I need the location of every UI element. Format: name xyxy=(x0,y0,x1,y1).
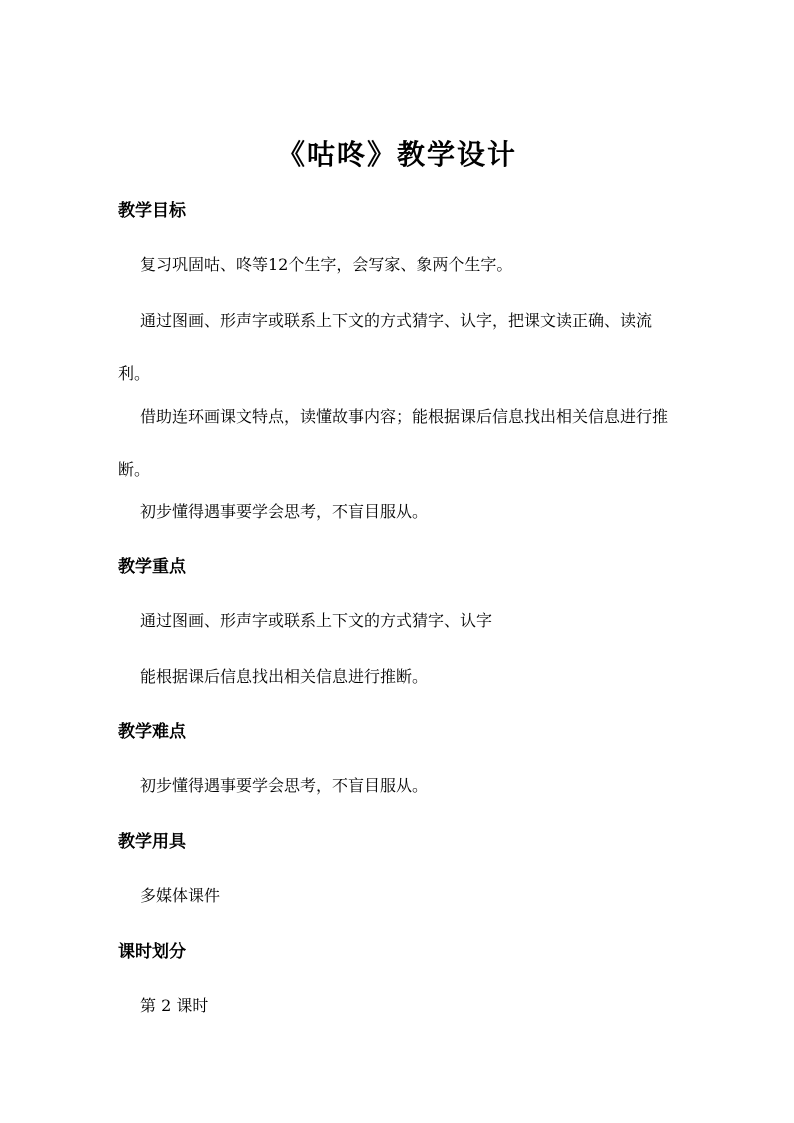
difficulty-paragraph-1: 初步懂得遇事要学会思考，不盲目服从。 xyxy=(140,776,429,795)
document-title: 《咕咚》教学设计 xyxy=(276,138,517,171)
class-hours-paragraph-1: 第 2 课时 xyxy=(140,996,209,1015)
section-heading-difficulties: 教学难点 xyxy=(118,722,186,742)
goal-paragraph-4: 初步懂得遇事要学会思考，不盲目服从。 xyxy=(140,502,429,521)
section-heading-class-hours: 课时划分 xyxy=(118,942,186,962)
goal-paragraph-3: 借助连环画课文特点，读懂故事内容；能根据课后信息找出相关信息进行推断。 xyxy=(118,407,669,479)
goal-paragraph-2: 通过图画、形声字或联系上下文的方式猜字、认字，把课文读正确、读流利。 xyxy=(118,311,653,383)
key-point-paragraph-1: 通过图画、形声字或联系上下文的方式猜字、认字 xyxy=(140,611,493,630)
teaching-aid-paragraph-1: 多媒体课件 xyxy=(140,886,221,905)
key-point-paragraph-2: 能根据课后信息找出相关信息进行推断。 xyxy=(140,667,429,686)
section-heading-teaching-aids: 教学用具 xyxy=(118,832,186,852)
section-heading-teaching-goals: 教学目标 xyxy=(118,201,186,221)
goal-paragraph-1: 复习巩固咕、咚等12个生字，会写家、象两个生字。 xyxy=(140,255,513,274)
section-heading-key-points: 教学重点 xyxy=(118,557,186,577)
